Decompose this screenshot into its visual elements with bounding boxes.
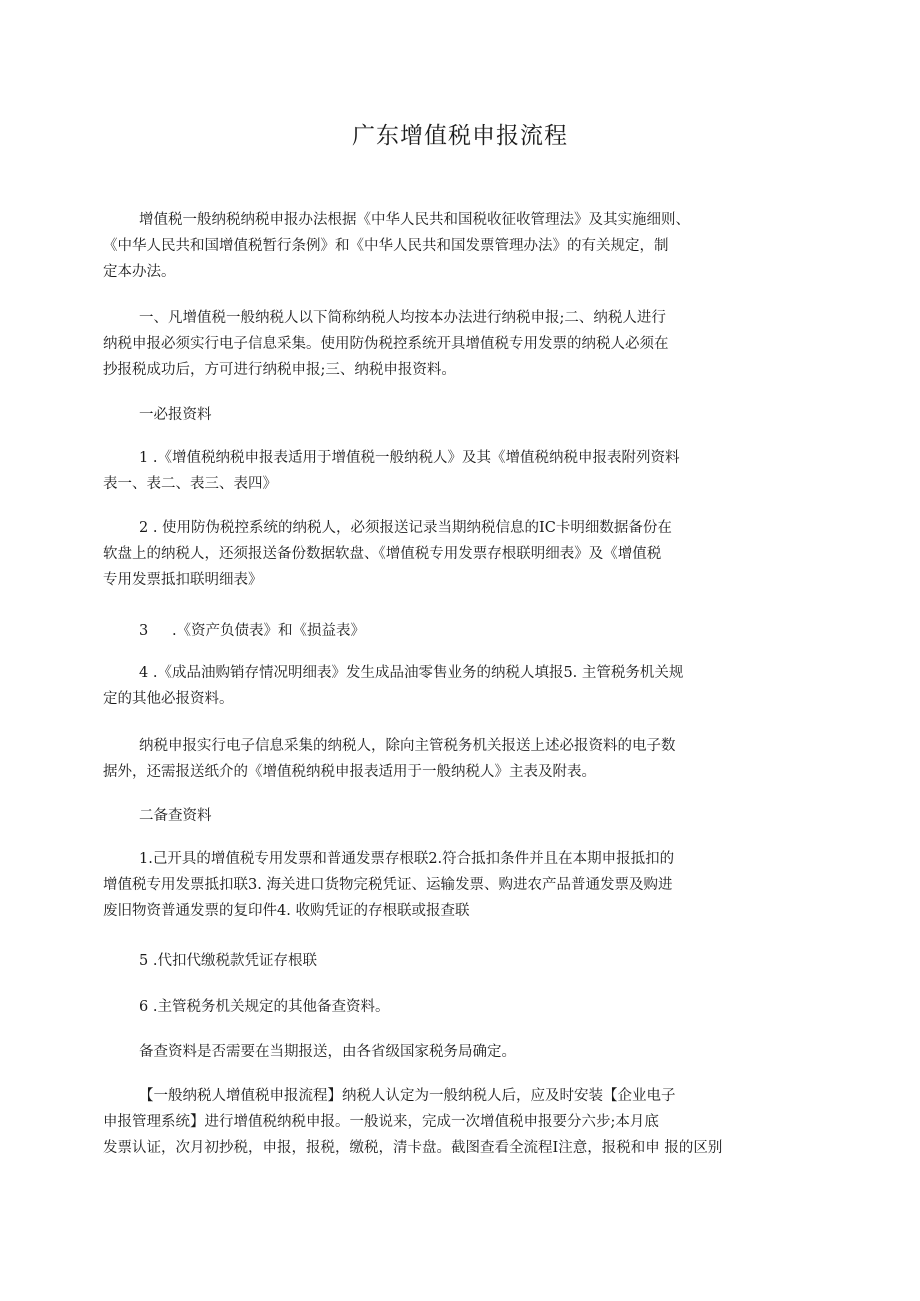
list-item-reference-1 bbox=[103, 846, 803, 924]
paragraph-intro bbox=[103, 207, 803, 285]
paragraph-electronic bbox=[103, 733, 803, 785]
document-title: 广东增值税申报流程 bbox=[352, 123, 568, 149]
paragraph-line: 6 .主管税务机关规定的其他备查资料。 bbox=[139, 999, 390, 1015]
paragraph-line: 纳税申报必须实行电子信息采集。使用防伪税控系统开具增值税专用发票的纳税人必须在 bbox=[103, 336, 669, 352]
list-item-1 bbox=[103, 445, 803, 497]
paragraph-line: 备查资料是否需要在当期报送，由各省级国家税务局确定。 bbox=[139, 1044, 516, 1060]
paragraph-line: 表一、表二、表三、表四》 bbox=[103, 476, 277, 492]
section-heading-required bbox=[103, 402, 803, 428]
paragraph-line: 发票认证，次月初抄税，申报，报税，缴税，清卡盘。截图查看全流程I注意，报税和申 报的区别 bbox=[103, 1140, 723, 1156]
section-heading-reference bbox=[103, 803, 803, 829]
paragraph-line: 《中华人民共和国增值税暂行条例》和《中华人民共和国发票管理办法》的有关规定，制 bbox=[103, 238, 669, 254]
paragraph-process bbox=[103, 1083, 803, 1161]
paragraph-line: 1 .《增值税纳税申报表适用于增值税一般纳税人》及其《增值税纳税申报表附列资料 bbox=[139, 450, 680, 466]
paragraph-line: 2 . 使用防伪税控系统的纳税人，必须报送记录当期纳税信息的IC卡明细数据备份在 bbox=[139, 520, 672, 536]
paragraph-line: 专用发票抵扣联明细表》 bbox=[103, 572, 263, 588]
list-item-4 bbox=[103, 660, 803, 712]
paragraph-line: 3 .《资产负债表》和《损益表》 bbox=[139, 623, 366, 639]
paragraph-line: 4 .《成品油购销存情况明细表》发生成品油零售业务的纳税人填报5. 主管税务机关规 bbox=[139, 665, 684, 681]
paragraph-line: 定本办法。 bbox=[103, 264, 176, 280]
paragraph-reference-note bbox=[103, 1039, 803, 1065]
paragraph-line: 增值税专用发票抵扣联3. 海关进口货物完税凭证、运输发票、购进农产品普通发票及购进 bbox=[103, 877, 673, 893]
paragraph-line: 废旧物资普通发票的复印件4. 收购凭证的存根联或报查联 bbox=[103, 903, 470, 919]
section-heading: 二备查资料 bbox=[139, 808, 212, 824]
paragraph-line: 一、凡增值税一般纳税人以下简称纳税人均按本办法进行纳税申报;二、纳税人进行 bbox=[139, 310, 666, 326]
paragraph-line: 增值税一般纳税纳税申报办法根据《中华人民共和国税收征收管理法》及其实施细则、 bbox=[139, 212, 690, 228]
list-item-reference-6 bbox=[103, 994, 803, 1020]
paragraph-line: 1.己开具的增值税专用发票和普通发票存根联2.符合抵扣条件并且在本期申报抵扣的 bbox=[139, 851, 675, 867]
list-item-3 bbox=[103, 618, 803, 644]
list-item-reference-5 bbox=[103, 948, 803, 974]
list-item-2 bbox=[103, 515, 803, 593]
section-heading: 一必报资料 bbox=[139, 407, 212, 423]
paragraph-line: 定的其他必报资料。 bbox=[103, 691, 234, 707]
paragraph-line: 据外，还需报送纸介的《增值税纳税申报表适用于一般纳税人》主表及附表。 bbox=[103, 764, 596, 780]
paragraph-line: 软盘上的纳税人，还须报送备份数据软盘、《增值税专用发票存根联明细表》及《增值税 bbox=[103, 546, 662, 562]
paragraph-line: 申报管理系统】进行增值税纳税申报。一般说来，完成一次增值税申报要分六步;本月底 bbox=[103, 1114, 659, 1130]
paragraph-rules bbox=[103, 305, 803, 383]
paragraph-line: 抄报税成功后，方可进行纳税申报;三、纳税申报资料。 bbox=[103, 362, 456, 378]
paragraph-line: 5 .代扣代缴税款凭证存根联 bbox=[139, 953, 317, 969]
paragraph-line: 【一般纳税人增值税申报流程】纳税人认定为一般纳税人后，应及时安装【企业电子 bbox=[139, 1088, 676, 1104]
paragraph-line: 纳税申报实行电子信息采集的纳税人，除向主管税务机关报送上述必报资料的电子数 bbox=[139, 738, 676, 754]
